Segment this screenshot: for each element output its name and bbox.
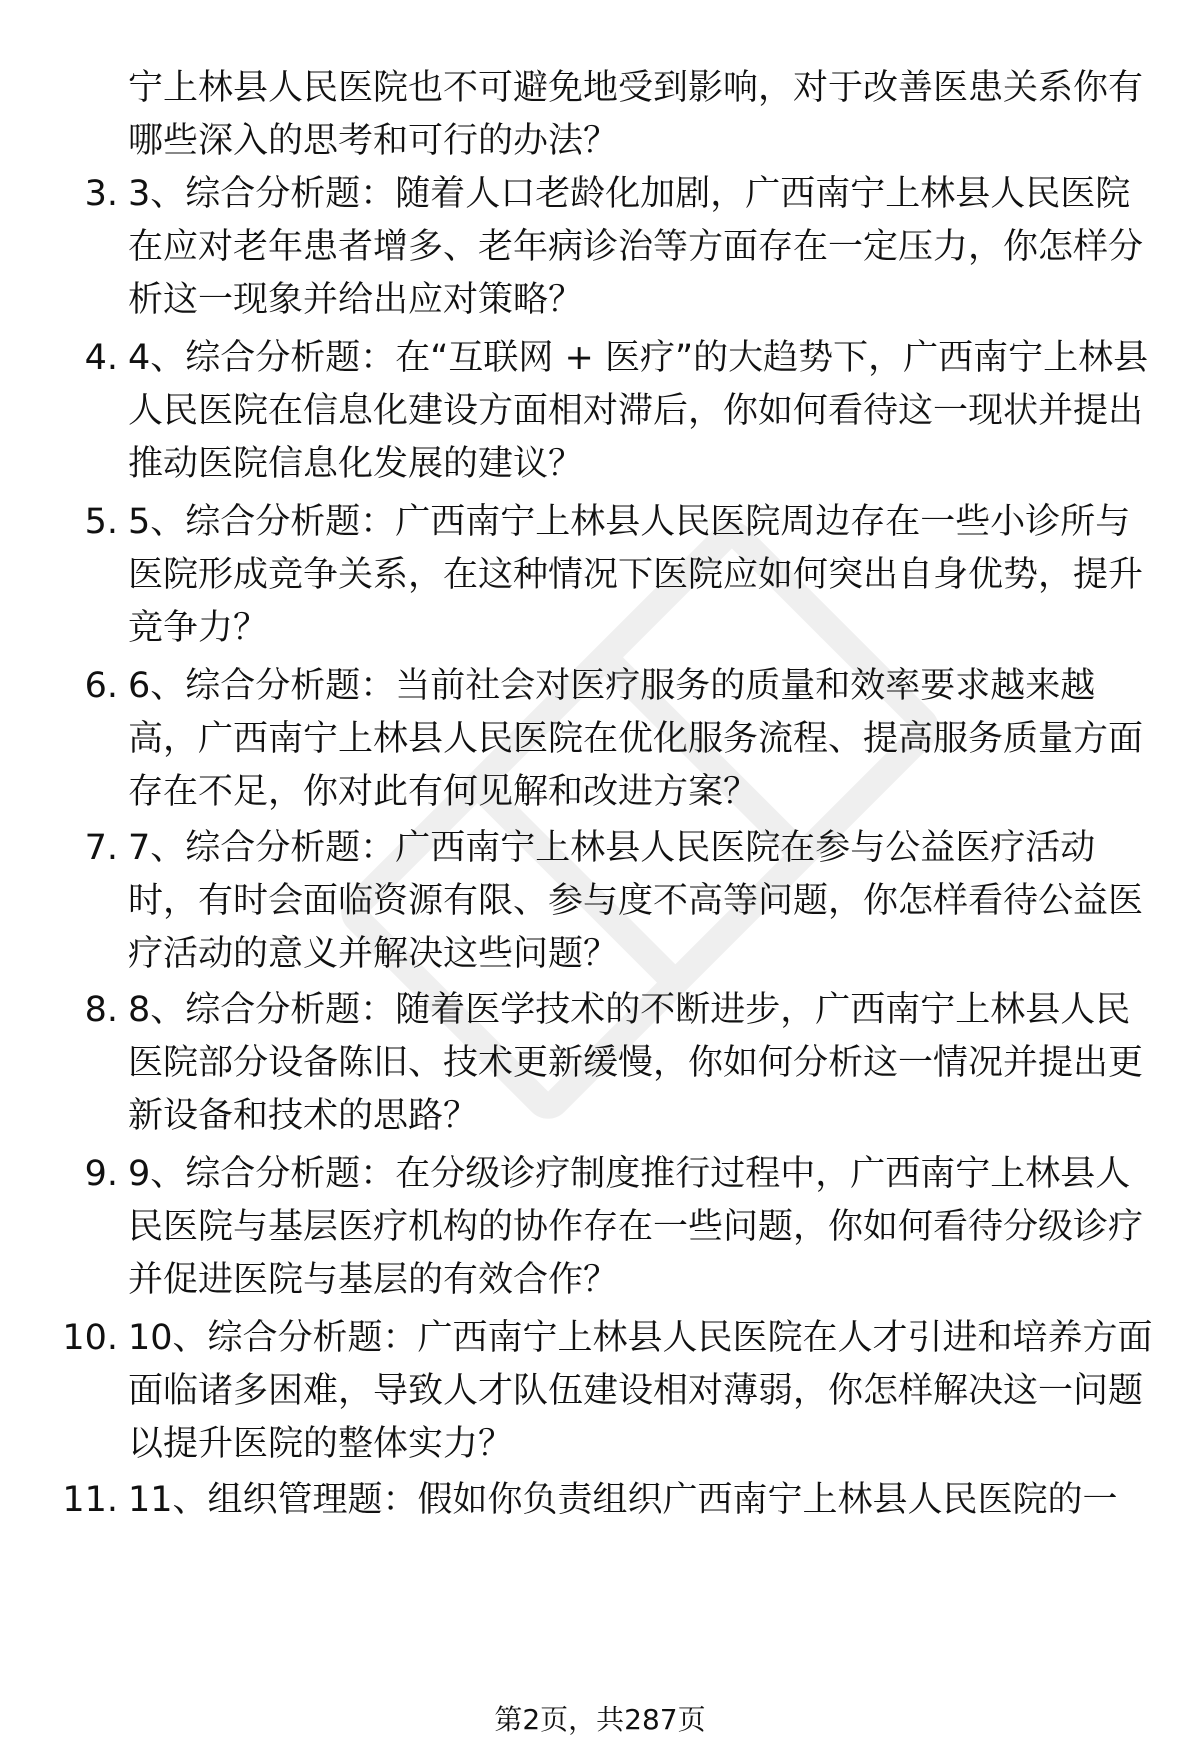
question-number: 6. [84, 666, 118, 706]
question-text: 5、综合分析题：广西南宁上林县人民医院周边存在一些小诊所与医院形成竞争关系，在这种情况下医院应如何突出自身优势，提升竞争力？ [128, 502, 1144, 648]
question-number: 3. [84, 174, 118, 214]
question-text: 3、综合分析题：随着人口老龄化加剧，广西南宁上林县人民医院在应对老年患者增多、老年病诊治等方面存在一定压力，你怎样分析这一现象并给出应对策略？ [128, 174, 1144, 320]
question-number: 11. [62, 1480, 118, 1520]
question-number: 10. [62, 1318, 118, 1358]
question-text: 6、综合分析题：当前社会对医疗服务的质量和效率要求越来越高，广西南宁上林县人民医院在优化服务流程、提高服务质量方面存在不足，你对此有何见解和改进方案？ [128, 666, 1144, 812]
question-number: 9. [84, 1154, 118, 1194]
question-text: 11、组织管理题：假如你负责组织广西南宁上林县人民医院的一 [128, 1480, 1118, 1520]
question-text: 10、综合分析题：广西南宁上林县人民医院在人才引进和培养方面面临诸多困难，导致人才队伍建设相对薄弱，你怎样解决这一问题以提升医院的整体实力？ [128, 1318, 1153, 1464]
question-number: 5. [84, 502, 118, 542]
question-number: 4. [84, 338, 118, 378]
question-number: 7. [84, 828, 118, 868]
question-text: 4、综合分析题：在“互联网 + 医疗”的大趋势下，广西南宁上林县人民医院在信息化建设方面相对滞后，你如何看待这一现状并提出推动医院信息化发展的建议？ [128, 338, 1149, 484]
question-number: 8. [84, 990, 118, 1030]
question-text: 7、综合分析题：广西南宁上林县人民医院在参与公益医疗活动时，有时会面临资源有限、参与度不高等问题，你怎样看待公益医疗活动的意义并解决这些问题？ [128, 828, 1144, 974]
question-text: 9、综合分析题：在分级诊疗制度推行过程中，广西南宁上林县人民医院与基层医疗机构的协作存在一些问题，你如何看待分级诊疗并促进医院与基层的有效合作？ [128, 1154, 1144, 1300]
page-footer: 第2页，共287页 [494, 1703, 706, 1736]
continuation-text: 宁上林县人民医院也不可避免地受到影响，对于改善医患关系你有哪些深入的思考和可行的办法？ [128, 68, 1144, 161]
question-text: 8、综合分析题：随着医学技术的不断进步，广西南宁上林县人民医院部分设备陈旧、技术更新缓慢，你如何分析这一情况并提出更新设备和技术的思路？ [128, 990, 1144, 1136]
